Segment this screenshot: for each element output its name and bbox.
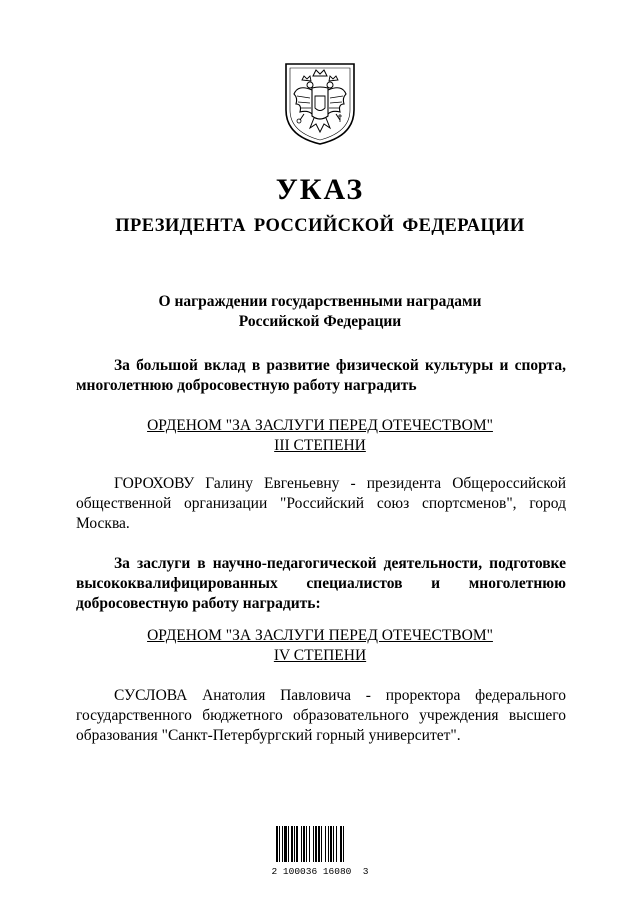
award-order-1-name: ОРДЕНОМ "ЗА ЗАСЛУГИ ПЕРЕД ОТЕЧЕСТВОМ" (147, 417, 493, 434)
document-barcode (270, 824, 370, 880)
document-heading-line-2: Российской Федерации (238, 313, 402, 330)
document-heading-line-1: О награждении государственными наградами (158, 293, 482, 310)
barcode-number: 2 100036 16080 3 (271, 866, 369, 877)
document-heading (0, 292, 640, 332)
barcode-icon (270, 824, 370, 864)
award-order-1 (0, 416, 640, 456)
award-reason-2: За заслуги в научно-педагогической деятельности, подготовке высококвалифицированных специалистов и многолетнюю добросовестную работу наградить: (76, 555, 566, 612)
russian-coat-of-arms-icon (280, 58, 360, 148)
award-order-1-degree: III СТЕПЕНИ (274, 437, 366, 454)
award-recipient-2: СУСЛОВА Анатолия Павловича - проректора федерального государственного бюджетного образовательного учреждения высшего образования "Санкт-Петербургский горный университет". (76, 687, 566, 744)
document-type-title: УКАЗ (275, 173, 365, 206)
issuer-subtitle: ПРЕЗИДЕНТА РОССИЙСКОЙ ФЕДЕРАЦИИ (115, 216, 525, 236)
award-order-2-name: ОРДЕНОМ "ЗА ЗАСЛУГИ ПЕРЕД ОТЕЧЕСТВОМ" (147, 627, 493, 644)
award-reason-1: За большой вклад в развитие физической культуры и спорта, многолетнюю добросовестную работу наградить (76, 357, 566, 394)
award-recipient-1: ГОРОХОВУ Галину Евгеньевну - президента Общероссийской общественной организации "Российский союз спортсменов", город Москва. (76, 475, 566, 532)
award-order-2-degree: IV СТЕПЕНИ (273, 647, 367, 664)
award-order-2 (0, 626, 640, 666)
